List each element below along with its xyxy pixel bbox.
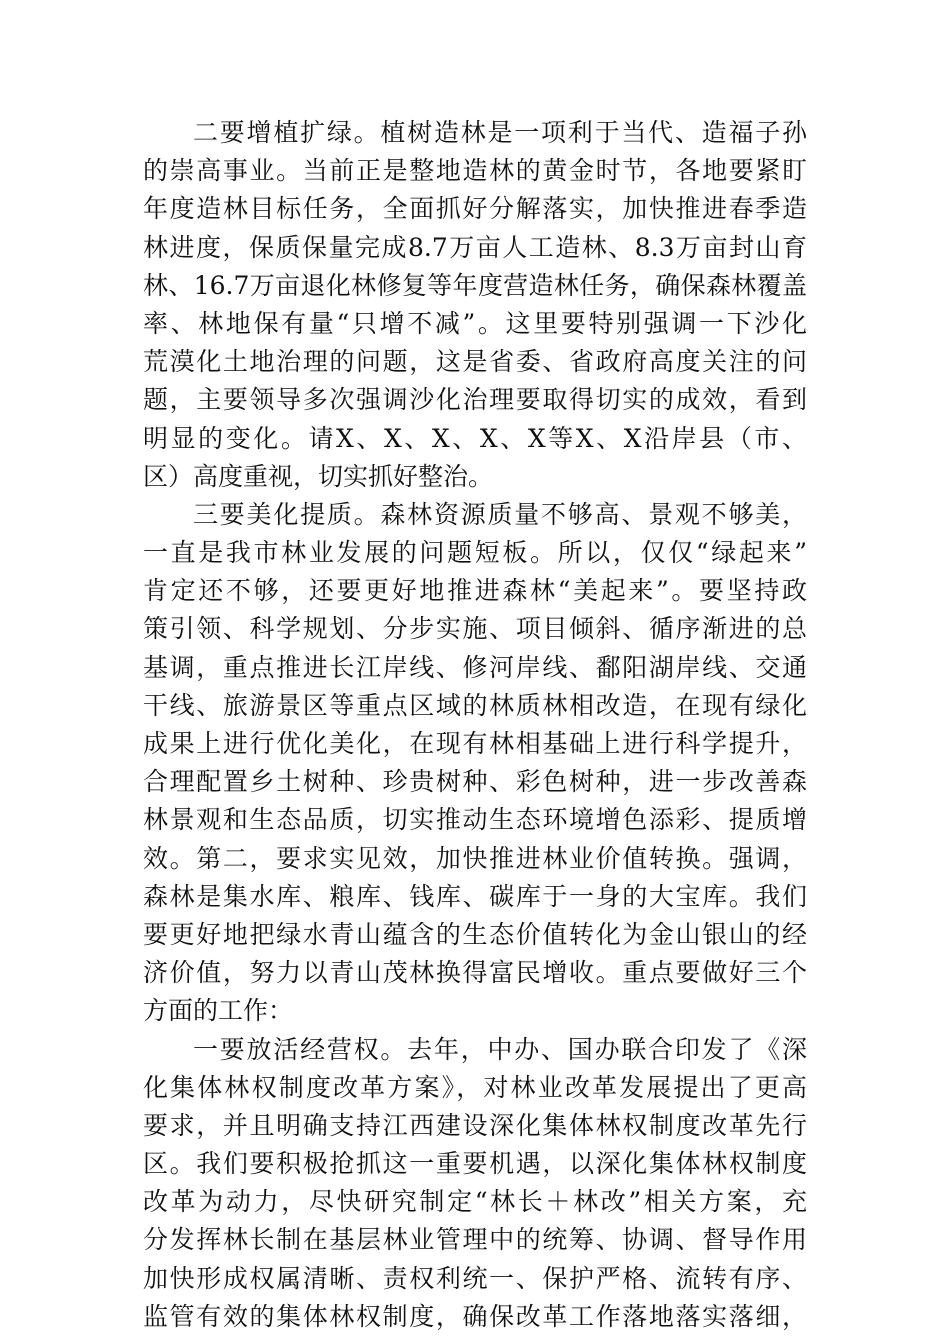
text-line: 荒漠化土地治理的问题，这是省委、省政府高度关注的问 [143,347,807,377]
text-line: 明显的变化。请X、X、X、X、X等X、X沿岸县（市、 [143,423,807,453]
text-line: 区。我们要积极抢抓这一重要机遇，以深化集体林权制度 [143,1149,807,1179]
text-line: 成果上进行优化美化，在现有林相基础上进行科学提升， [143,729,807,758]
text-line: 改革为动力，尽快研究制定“林长＋林改”相关方案，充 [143,1187,807,1217]
text-line: 合理配置乡土树种、珍贵树种、彩色树种，进一步改善森 [143,767,807,797]
text-line: 化集体林权制度改革方案》，对林业改革发展提出了更高 [143,1072,807,1102]
text-line: 三要美化提质。森林资源质量不够高、景观不够美， [193,499,807,529]
text-line: 肯定还不够，还要更好地推进森林“美起来”。要坚持政 [143,576,807,606]
text-line: 的崇高事业。当前正是整地造林的黄金时节，各地要紧盯 [143,156,807,186]
text-line: 加快形成权属清晰、责权利统一、保护严格、流转有序、 [143,1263,807,1293]
text-line: 效。第二，要求实见效，加快推进林业价值转换。强调， [143,843,807,873]
text-line: 林进度，保质保量完成8.7万亩人工造林、8.3万亩封山育 [143,232,807,262]
text-line: 区）高度重视，切实抓好整治。 [143,461,494,491]
text-line: 林、16.7万亩退化林修复等年度营造林任务，确保森林覆盖 [143,270,807,300]
text-line: 分发挥林长制在基层林业管理中的统筹、协调、督导作用 [143,1225,807,1255]
text-line: 要更好地把绿水青山蕴含的生态价值转化为金山银山的经 [143,919,807,949]
text-line: 济价值，努力以青山茂林换得富民增收。重点要做好三个 [143,958,807,988]
text-line: 基调，重点推进长江岸线、修河岸线、鄱阳湖岸线、交通 [143,652,807,682]
text-line: 一要放活经营权。去年，中办、国办联合印发了《深 [193,1034,807,1064]
text-line: 一直是我市林业发展的问题短板。所以，仅仅“绿起来” [143,538,807,568]
text-line: 题，主要领导多次强调沙化治理要取得切实的成效，看到 [143,385,807,415]
text-line: 干线、旅游景区等重点区域的林质林相改造，在现有绿化 [143,690,807,720]
text-line: 策引领、科学规划、分步实施、项目倾斜、循序渐进的总 [143,614,807,644]
document-body [143,114,807,1336]
text-line: 率、林地保有量“只增不减”。这里要特别强调一下沙化 [143,308,807,338]
text-line: 年度造林目标任务，全面抓好分解落实，加快推进春季造 [143,194,807,224]
text-line: 林景观和生态品质，切实推动生态环境增色添彩、提质增 [143,805,807,835]
text-line: 二要增植扩绿。植树造林是一项利于当代、造福子孙 [193,118,807,147]
text-line: 方面的工作： [143,996,294,1026]
text-line: 森林是集水库、粮库、钱库、碳库于一身的大宝库。我们 [143,881,807,911]
text-line: 要求，并且明确支持江西建设深化集体林权制度改革先行 [143,1110,807,1140]
text-line: 监管有效的集体林权制度，确保改革工作落地落实落细， [143,1301,807,1331]
